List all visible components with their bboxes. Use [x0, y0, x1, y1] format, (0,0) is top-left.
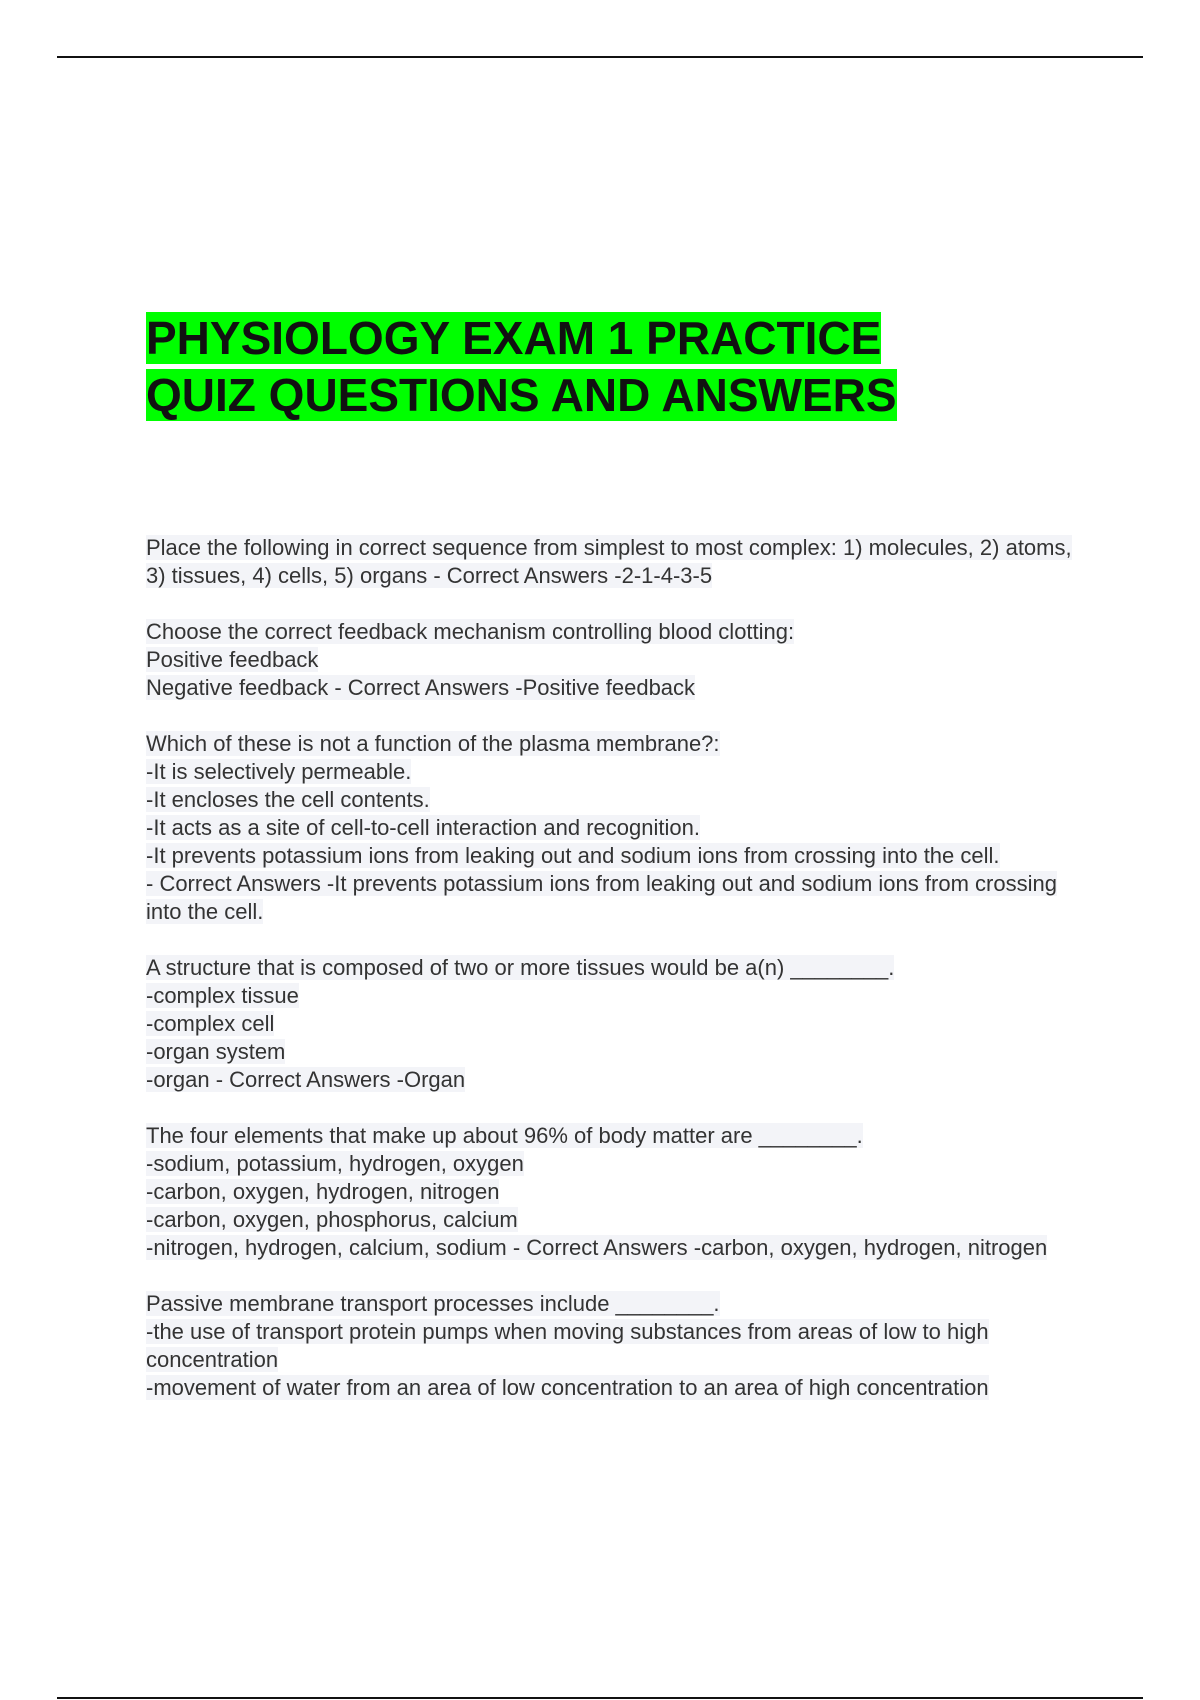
qa-text: -It is selectively permeable. — [146, 759, 412, 784]
qa-list — [146, 534, 1096, 1430]
qa-text: Which of these is not a function of the plasma membrane?: — [146, 731, 720, 756]
qa-line — [146, 954, 1096, 982]
qa-text: Passive membrane transport processes include ________. — [146, 1291, 720, 1316]
qa-line — [146, 982, 1096, 1010]
qa-line — [146, 1374, 1096, 1402]
qa-text: -the use of transport protein pumps when moving substances from areas of low to high concentration — [146, 1319, 989, 1372]
qa-line — [146, 1010, 1096, 1038]
qa-text: -It acts as a site of cell-to-cell interaction and recognition. — [146, 815, 700, 840]
qa-text: Choose the correct feedback mechanism controlling blood clotting: — [146, 619, 795, 644]
qa-item-6 — [146, 1290, 1096, 1402]
document-title — [146, 310, 1106, 424]
qa-line — [146, 758, 1096, 786]
qa-text: -complex cell — [146, 1011, 275, 1036]
qa-text: Negative feedback - Correct Answers -Positive feedback — [146, 675, 696, 700]
qa-line — [146, 1178, 1096, 1206]
qa-line — [146, 730, 1096, 758]
qa-text: -It prevents potassium ions from leaking out and sodium ions from crossing into the cell. — [146, 843, 1000, 868]
title-line-1: PHYSIOLOGY EXAM 1 PRACTICE — [146, 312, 882, 364]
qa-line — [146, 646, 1096, 674]
qa-text: A structure that is composed of two or more tissues would be a(n) ________. — [146, 955, 895, 980]
qa-line — [146, 1066, 1096, 1094]
qa-text: -movement of water from an area of low concentration to an area of high concentration — [146, 1375, 989, 1400]
qa-text: - Correct Answers -It prevents potassium ions from leaking out and sodium ions from crossing into the cell. — [146, 871, 1057, 924]
qa-item-3 — [146, 730, 1096, 926]
qa-line — [146, 1038, 1096, 1066]
qa-text: -carbon, oxygen, hydrogen, nitrogen — [146, 1179, 500, 1204]
bottom-rule — [57, 1697, 1143, 1699]
qa-item-5 — [146, 1122, 1096, 1262]
qa-item-4 — [146, 954, 1096, 1094]
qa-line — [146, 1150, 1096, 1178]
qa-text: -carbon, oxygen, phosphorus, calcium — [146, 1207, 518, 1232]
qa-text: -nitrogen, hydrogen, calcium, sodium - Correct Answers -carbon, oxygen, hydrogen, nitrogen — [146, 1235, 1048, 1260]
qa-text: Positive feedback — [146, 647, 319, 672]
qa-line — [146, 786, 1096, 814]
qa-line — [146, 842, 1096, 870]
qa-text: -organ system — [146, 1039, 286, 1064]
qa-text: The four elements that make up about 96% of body matter are ________. — [146, 1123, 863, 1148]
top-rule — [57, 56, 1143, 58]
title-line-2: QUIZ QUESTIONS AND ANSWERS — [146, 369, 897, 421]
qa-line — [146, 1234, 1096, 1262]
qa-line — [146, 1206, 1096, 1234]
qa-line — [146, 534, 1096, 590]
qa-line — [146, 1290, 1096, 1318]
qa-item-1 — [146, 534, 1096, 590]
qa-item-2 — [146, 618, 1096, 702]
qa-line — [146, 870, 1096, 926]
qa-line — [146, 814, 1096, 842]
qa-line — [146, 1122, 1096, 1150]
qa-text: -sodium, potassium, hydrogen, oxygen — [146, 1151, 524, 1176]
qa-text: -organ - Correct Answers -Organ — [146, 1067, 466, 1092]
qa-text: -It encloses the cell contents. — [146, 787, 430, 812]
qa-line — [146, 674, 1096, 702]
qa-line — [146, 1318, 1096, 1374]
qa-text: Place the following in correct sequence from simplest to most complex: 1) molecules, 2) atoms, 3) tissues, 4) cells, 5) organs - Correct Answers -2-1-4-3-5 — [146, 535, 1072, 588]
qa-text: -complex tissue — [146, 983, 299, 1008]
qa-line — [146, 618, 1096, 646]
